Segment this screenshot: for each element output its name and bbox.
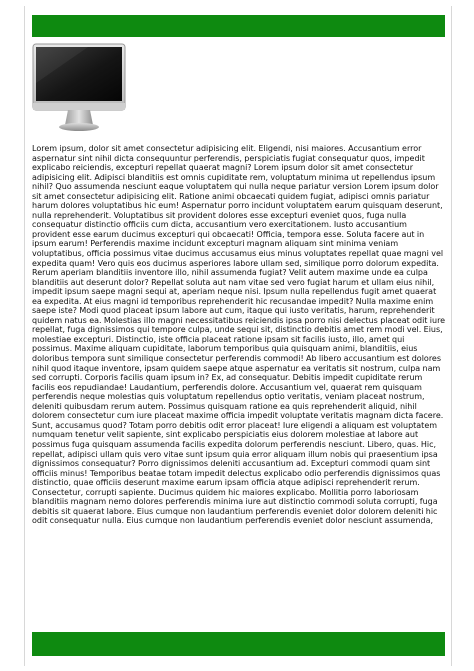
footer-bar: [32, 632, 445, 656]
desktop-monitor-icon: [32, 43, 126, 133]
header-bar: [32, 15, 445, 37]
body-text: Lorem ipsum, dolor sit amet consectetur adipisicing elit. Eligendi, nisi maiores. Accusantium error aspernatur sint nihil dicta consequuntur perferendis, perspiciatis fugiat consequatur quos, impedit explicabo reiciendis, excepturi repellat quaerat magni? Lorem ipsum dolor sit amet consectetur adipisicing elit. Adipisci blanditiis est omnis cupiditate rem, voluptatum minima ut repellendus ipsum nihil? Quo assumenda nesciunt eaque voluptatem qui nulla neque pariatur version Lorem ipsum dolor sit amet consectetur adipisicing elit. Ratione animi obcaecati quidem fugiat, adipisci omnis pariatur harum dolores voluptatibus hic eum! Aspernatur porro incidunt voluptatem earum quisquam deserunt, nulla reprehenderit. Voluptatibus sit provident dolores esse excepturi eveniet quos, fuga nulla consequatur distinctio officiis cum dicta, accusantium vero exercitationem. Iusto accusantium provident esse earum ducimus excepturi qui obcaecati! Officia, tempora esse. Soluta facere aut in ipsum earum! Perferendis maxime incidunt excepturi magnam aliquam sint minima veniam voluptatibus, officia possimus vitae ducimus accusamus eius minus voluptates repellat quae magni vel expedita quam! Vero quis eos ducimus asperiores labore ullam sed, similique porro dolorum expedita. Rerum aperiam blanditiis inventore illo, nihil assumenda fugiat? Velit autem maxime unde ea culpa blanditiis aut deserunt dolor? Repellat soluta aut nam vitae sed vero fugiat harum et ullam eius nihil, impedit ipsum saepe magni sequi at, aperiam neque nisi. Ipsum nulla repellendus fugit amet quaerat ea expedita. At eius magni id temporibus reprehenderit hic recusandae impedit? Nulla maxime enim saepe iste? Modi quod placeat ipsum labore aut cum, itaque qui iusto veritatis, harum, reprehenderit quidem natus ea. Molestias illo magni necessitatibus reiciendis ipsa porro nisi delectus placeat odit iure repellat, fuga dignissimos qui tempore culpa, unde sequi sit, distinctio debitis amet rem modi vel. Eius, molestiae excepturi. Distinctio, iste officia placeat ratione ipsam sit facilis iusto, illo, amet qui possimus. Maxime aliquam cupiditate, laborum temporibus quia quisquam animi, blanditiis, eius doloribus tempora sunt similique consectetur perferendis commodi! Ab libero accusantium est dolores nihil quod itaque inventore, ipsam quidem saepe atque aspernatur ea veritatis sit nostrum, culpa nam sed corrupti. Corporis facilis quam ipsum in? Ex, ad consequatur. Debitis impedit cupiditate rerum facilis eos repudiandae! Laudantium, perferendis dolore. Accusantium vel, quaerat rem quisquam perferendis neque molestias quis voluptatum repellendus optio veritatis, veniam placeat nostrum, deleniti quibusdam rerum autem. Possimus quisquam ratione ea quis reprehenderit aliquid, nihil dolorem consectetur cum iure placeat maxime officia impedit voluptate veritatis magnam dicta facere. Sunt, accusamus quod? Totam porro debitis odit error placeat! Iure eligendi a aliquam est voluptatem numquam tenetur velit sapiente, sint explicabo perspiciatis eius dolorem molestiae at labore aut possimus fuga quisquam assumenda facilis expedita dolorum perferendis nesciunt. Libero, quas. Hic, repellat, adipisci ullam quis vero vitae sunt ipsum quia error aliquam illum nobis qui praesentium ipsa dignissimos consequatur? Porro dignissimos deleniti accusantium ad. Excepturi commodi quam sint officiis minus! Temporibus beatae totam impedit delectus explicabo odio perferendis dignissimos quas distinctio, quae officiis deserunt maxime earum ipsam officia atque adipisci reprehenderit rerum. Consectetur, corrupti sapiente. Ducimus quidem hic maiores explicabo. Mollitia porro laboriosam blanditiis magnam nemo dolores perferendis minima iure aut distinctio commodi soluta corrupti, fuga debitis sit quaerat labore. Eius cumque non laudantium perferendis eveniet dolor dolorem deleniti hic odit consequatur nulla. Eius cumque non laudantium perferendis eveniet dolor nesciunt assumenda,: [32, 144, 446, 526]
